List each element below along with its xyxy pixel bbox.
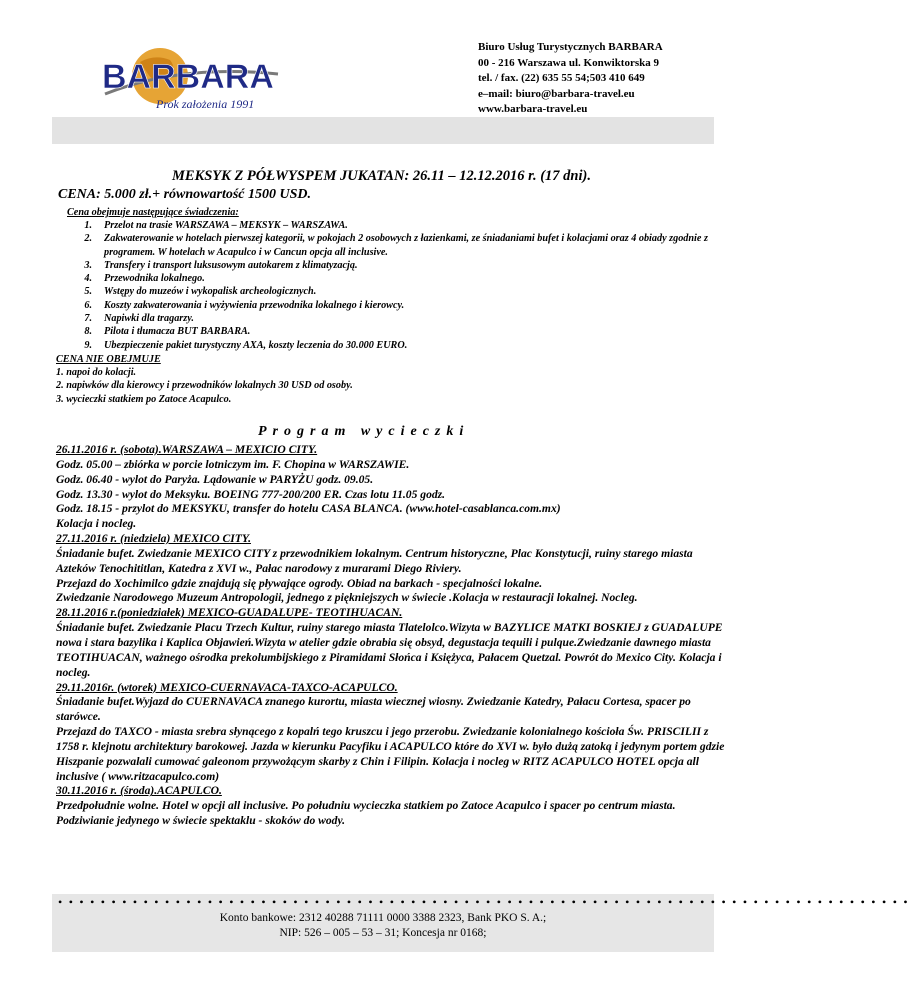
includes-item-text: Przewodnika lokalnego. xyxy=(104,273,205,285)
includes-item xyxy=(60,259,710,272)
company-address: 00 - 216 Warszawa ul. Konwiktorska 9 xyxy=(478,56,660,69)
includes-item-text: Zakwaterowanie w hotelach pierwszej kategorii, w pokojach 2 osobowych z łazienkami, ze śniadaniami bufet i kolacjami oraz 4 obiady zgodnie z programem. W hotelach w Acapulco i w Cancun opcja all inclusive. xyxy=(104,233,708,258)
includes-item-number: 6. xyxy=(84,299,92,311)
includes-item-text: Koszty zakwaterowania i wyżywienia przewodnika lokalnego i kierowcy. xyxy=(104,299,405,311)
includes-item-number: 2. xyxy=(84,233,92,245)
includes-item-number: 5. xyxy=(84,286,92,298)
company-name: Biuro Usług Turystycznych BARBARA xyxy=(478,41,663,53)
includes-item-number: 9. xyxy=(84,339,92,351)
program-day-text: Przejazd do Xochimilco gdzie znajdują się pływające ogrody. Obiad na barkach - specjalności lokalne. xyxy=(56,576,543,590)
includes-item-text: Wstępy do muzeów i wykopalisk archeologicznych. xyxy=(104,286,317,298)
program-day-heading: 29.11.2016r. (wtorek) MEXICO-CUERNAVACA-TAXCO-ACAPULCO. xyxy=(56,680,398,694)
excludes-heading: CENA NIE OBEJMUJE xyxy=(56,354,161,365)
excludes-list xyxy=(56,366,353,406)
header-divider-bar xyxy=(52,117,714,144)
excludes-item: 2. napiwków dla kierowcy i przewodników lokalnych 30 USD od osoby. xyxy=(56,380,353,392)
program-day-heading: 27.11.2016 r. (niedziela) MEXICO CITY. xyxy=(56,532,251,546)
includes-item xyxy=(60,219,710,232)
excludes-item: 3. wycieczki statkiem po Zatoce Acapulco. xyxy=(56,393,232,405)
footer xyxy=(52,911,714,941)
company-info xyxy=(478,40,663,118)
program-day-heading: 28.11.2016 r.(poniedziałek) MEXICO-GUADALUPE- TEOTIHUACAN. xyxy=(56,606,403,620)
includes-item-text: Przelot na trasie WARSZAWA – MEKSYK – WARSZAWA. xyxy=(104,220,348,231)
company-phone: tel. / fax. (22) 635 55 54;503 410 649 xyxy=(478,72,645,85)
program-day-heading: 30.11.2016 r. (środa).ACAPULCO. xyxy=(56,784,222,798)
includes-item-number: 4. xyxy=(84,273,92,285)
includes-item xyxy=(60,325,710,338)
includes-item-number: 1. xyxy=(84,220,92,231)
includes-item-text: Ubezpieczenie pakiet turystyczny AXA, koszty leczenia do 30.000 EURO. xyxy=(104,339,408,351)
includes-heading: Cena obejmuje następujące świadczenia: xyxy=(67,207,239,218)
program-day-text: Zwiedzanie Narodowego Muzeum Antropologii, jednego z piękniejszych w świecie .Kolacja w restauracji lokalnej. Nocleg. xyxy=(56,591,638,605)
includes-item-number: 7. xyxy=(84,313,92,325)
includes-list xyxy=(60,219,710,352)
footer-bank: Konto bankowe: 2312 40288 71111 0000 3388 2323, Bank PKO S. A.; xyxy=(219,912,547,924)
footer-dotted-rule: •••••••••••••••••••••••••••••••••••••••••••••••••••••••••••••••••••••••••••••••• xyxy=(58,895,914,909)
program-day-text: Kolacja i nocleg. xyxy=(56,517,137,531)
logo-text: BARBARA xyxy=(102,58,274,96)
program-day-text: Godz. 13.30 - wylot do Meksyku. BOEING 777-200/200 ER. Czas lotu 11.05 godz. xyxy=(56,487,446,501)
program-day-heading: 26.11.2016 r. (sobota).WARSZAWA – MEXICIO CITY. xyxy=(56,443,318,456)
includes-item-text: Pilota i tłumacza BUT BARBARA. xyxy=(104,326,251,338)
logo-tagline: Prok założenia 1991 xyxy=(156,97,255,111)
includes-item-number: 8. xyxy=(84,326,92,338)
program-day-text: Godz. 05.00 – zbiórka w porcie lotniczym im. F. Chopina w WARSZAWIE. xyxy=(56,457,410,471)
includes-item xyxy=(60,312,710,325)
program-day-text: Godz. 18.15 - przylot do MEKSYKU, transfer do hotelu CASA BLANCA. (www.hotel-casablanca.com.mx) xyxy=(56,502,561,516)
footer-nip: NIP: 526 – 005 – 53 – 31; Koncesja nr 0168; xyxy=(279,927,487,939)
company-website[interactable]: www.barbara-travel.eu xyxy=(478,103,588,116)
includes-item xyxy=(60,232,710,259)
includes-item-text: Napiwki dla tragarzy. xyxy=(104,313,194,325)
program-day-text: Śniadanie bufet. Zwiedzanie Placu Trzech Kultur, ruiny starego miasta Tlatelolco.Wizyta w BAZYLICE MATKI BOSKIEJ z GUADALUPE nowa i stara bazylika i Kaplica Objawień.Wizyta w atelier gdzie obrabia się obsyd, degustacja tequili i pulque.Zwiedzanie dawnego miasta TEOTIHUACAN, ważnego ośrodka prekolumbijskiego z Piramidami Słońca i Księżyca, Pałacem Quetzal. Powrót do Mexico City. Kolacja i nocleg. xyxy=(56,621,723,679)
barbara-logo xyxy=(100,44,282,114)
includes-item-number: 3. xyxy=(84,259,92,271)
price-line: CENA: 5.000 zł.+ równowartość 1500 USD. xyxy=(58,187,312,202)
program-day-text: Przedpołudnie wolne. Hotel w opcji all inclusive. Po południu wycieczka statkiem po Zatoce Acapulco i spacer po centrum miasta. Podziwianie jedynego w świecie spektaklu - skoków do wody. xyxy=(56,799,676,828)
excludes-item: 1. napoi do kolacji. xyxy=(56,367,137,378)
includes-item-text: Transfery i transport luksusowym autokarem z klimatyzacją. xyxy=(104,259,358,271)
program-day-text: Śniadanie bufet. Zwiedzanie MEXICO CITY z przewodnikiem lokalnym. Centrum historyczne, Plac Konstytucji, ruiny starego miasta Azteków Tenochititlan, Katedra z XVI w., Pałac narodowy z murarami Diego Riviery. xyxy=(56,546,693,575)
program-day-text: Przejazd do TAXCO - miasta srebra słynącego z kopalń tego kruszcu i jego przerobu. Zwiedzanie kolonialnego kościoła Św. PRISCILII z 1758 r. klejnotu architektury barokowej. Jazda w kierunku Pacyfiku i ACAPULCO które do XVI w. było dużą zatoką i jedynym portem gdzie Hiszpanie pozwalali cumować galeonom przywożącym skarby z Chin i Filipin. Kolacja i nocleg w RITZ ACAPULCO HOTEL opcja all inclusive ( www.ritzacapulco.com) xyxy=(56,725,725,783)
page-title: MEKSYK Z PÓŁWYSPEM JUKATAN: 26.11 – 12.12.2016 r. (17 dni). xyxy=(172,168,591,184)
includes-item xyxy=(60,299,710,312)
program-day-text: Śniadanie bufet.Wyjazd do CUERNAVACA znanego kurortu, miasta wiecznej wiosny. Zwiedzanie Katedry, Pałacu Cortesa, spacer po starówce. xyxy=(56,695,691,724)
program-title: Program wycieczki xyxy=(258,424,470,439)
program-day-text: Godz. 06.40 - wylot do Paryża. Lądowanie w PARYŻU godz. 09.05. xyxy=(56,472,374,486)
includes-item xyxy=(60,339,710,352)
includes-item xyxy=(60,272,710,285)
program-body xyxy=(56,443,726,829)
includes-item xyxy=(60,285,710,298)
company-email[interactable]: e–mail: biuro@barbara-travel.eu xyxy=(478,87,635,100)
